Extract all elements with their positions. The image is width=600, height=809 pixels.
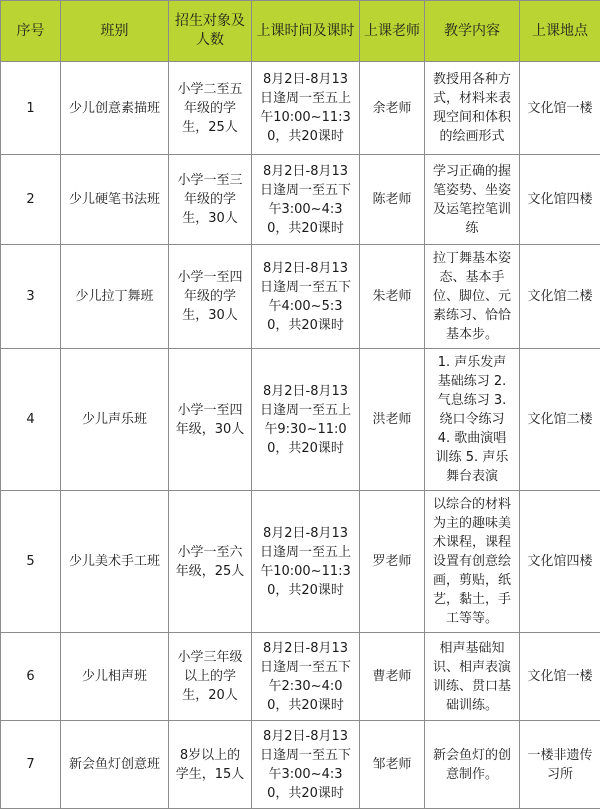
cell-teacher: 罗老师: [360, 491, 425, 633]
cell-content: 拉丁舞基本姿态、基本手位、脚位、元素练习、恰恰基本步。: [425, 245, 520, 349]
cell-index: 5: [1, 491, 61, 633]
header-location: 上课地点: [520, 1, 600, 62]
cell-schedule: 8月2日-8月13日逢周一至五下午4:00~5:30，共20课时: [252, 245, 360, 349]
table-body: [1, 62, 600, 809]
cell-location: 一楼非遗传习所: [520, 721, 600, 809]
cell-index: 2: [1, 155, 61, 245]
table-row: [1, 721, 600, 809]
cell-index: 7: [1, 721, 61, 809]
cell-target: 小学一至三年级的学生，30人: [169, 155, 252, 245]
cell-content: 新会鱼灯的创意制作。: [425, 721, 520, 809]
cell-location: 文化馆四楼: [520, 155, 600, 245]
cell-target: 小学一至四年级，30人: [169, 349, 252, 491]
cell-location: 文化馆一楼: [520, 633, 600, 721]
cell-class-name: 少儿创意素描班: [61, 62, 169, 155]
cell-schedule: 8月2日-8月13日逢周一至五下午2:30~4:00，共20课时: [252, 633, 360, 721]
cell-target: 小学一至四年级的学生，30人: [169, 245, 252, 349]
cell-index: 3: [1, 245, 61, 349]
cell-location: 文化馆一楼: [520, 62, 600, 155]
table-header: [1, 1, 600, 62]
cell-class-name: 新会鱼灯创意班: [61, 721, 169, 809]
cell-schedule: 8月2日-8月13日逢周一至五上午10:00~11:30，共20课时: [252, 62, 360, 155]
cell-class-name: 少儿声乐班: [61, 349, 169, 491]
cell-schedule: 8月2日-8月13日逢周一至五下午3:00~4:30，共20课时: [252, 721, 360, 809]
table-row: [1, 633, 600, 721]
table-row: [1, 62, 600, 155]
table-row: [1, 349, 600, 491]
table-row: [1, 491, 600, 633]
table-row: [1, 245, 600, 349]
header-row: [1, 1, 600, 62]
cell-teacher: 邹老师: [360, 721, 425, 809]
cell-schedule: 8月2日-8月13日逢周一至五下午3:00~4:30，共20课时: [252, 155, 360, 245]
cell-target: 小学三年级以上的学生，20人: [169, 633, 252, 721]
cell-content: 以综合的材料为主的趣味美术课程，课程设置有创意绘画，剪贴，纸艺，黏土，手工等等。: [425, 491, 520, 633]
cell-teacher: 曹老师: [360, 633, 425, 721]
header-content: 教学内容: [425, 1, 520, 62]
cell-location: 文化馆四楼: [520, 491, 600, 633]
header-target: 招生对象及人数: [169, 1, 252, 62]
cell-teacher: 余老师: [360, 62, 425, 155]
cell-class-name: 少儿硬笔书法班: [61, 155, 169, 245]
header-teacher: 上课老师: [360, 1, 425, 62]
cell-class-name: 少儿相声班: [61, 633, 169, 721]
cell-location: 文化馆二楼: [520, 245, 600, 349]
cell-index: 4: [1, 349, 61, 491]
cell-content: 1. 声乐发声基础练习 2. 气息练习 3. 绕口令练习 4. 歌曲演唱训练 5. 声乐舞台表演: [425, 349, 520, 491]
cell-index: 1: [1, 62, 61, 155]
cell-target: 小学一至六年级，25人: [169, 491, 252, 633]
cell-location: 文化馆二楼: [520, 349, 600, 491]
cell-content: 教授用各种方式，材料来表现空间和体积的绘画形式: [425, 62, 520, 155]
cell-class-name: 少儿美术手工班: [61, 491, 169, 633]
header-index: 序号: [1, 1, 61, 62]
cell-class-name: 少儿拉丁舞班: [61, 245, 169, 349]
cell-schedule: 8月2日-8月13日逢周一至五上午9:30~11:00，共20课时: [252, 349, 360, 491]
table-row: [1, 155, 600, 245]
header-class-name: 班别: [61, 1, 169, 62]
cell-target: 8岁以上的学生，15人: [169, 721, 252, 809]
cell-content: 相声基础知识、相声表演训练、贯口基础训练。: [425, 633, 520, 721]
cell-teacher: 陈老师: [360, 155, 425, 245]
cell-content: 学习正确的握笔姿势、坐姿及运笔控笔训练: [425, 155, 520, 245]
cell-schedule: 8月2日-8月13日逢周一至五上午10:00~11:30，共20课时: [252, 491, 360, 633]
cell-teacher: 朱老师: [360, 245, 425, 349]
cell-teacher: 洪老师: [360, 349, 425, 491]
cell-index: 6: [1, 633, 61, 721]
header-schedule: 上课时间及课时: [252, 1, 360, 62]
cell-target: 小学二至五年级的学生，25人: [169, 62, 252, 155]
